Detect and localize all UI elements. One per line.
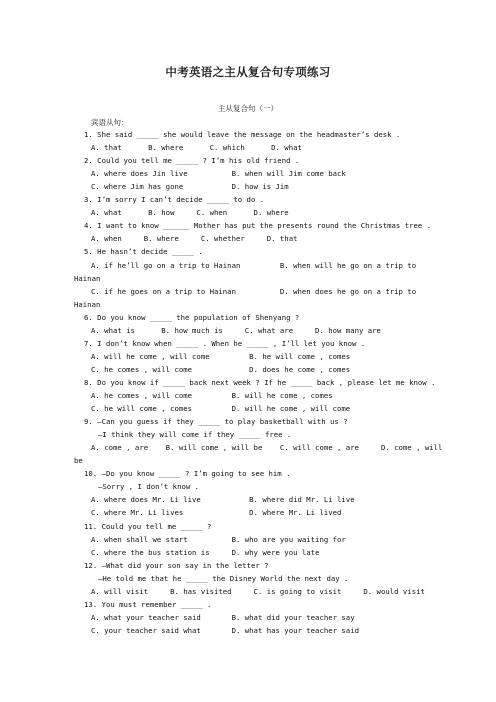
answer-line: A. come , are B. will come , will be C. will come , are D. come , will xyxy=(91,443,443,453)
document-subtitle: 主从复合句（一） xyxy=(218,104,278,113)
answer-line: A. where does Jin live B. when will Jim come back xyxy=(91,169,346,179)
answer-line: A. what B. how C. when D. where xyxy=(91,208,289,218)
answer-line: A. when B. where C. whether D. that xyxy=(91,234,298,244)
answer-line: C. he comes , will come D. does he come , comes xyxy=(91,364,351,374)
question-line: 8. Do you know if _____ back next week ? If he _____ back , please let me know . xyxy=(84,377,436,387)
answer-line: —I think they will come if they _____ free . xyxy=(98,430,292,440)
question-line: 6. Do you know _____ the population of Shenyang ? xyxy=(84,312,300,322)
question-line: 4. I want to know ______ Mother has put the presents round the Christmas tree . xyxy=(84,221,432,231)
section-heading: 宾语从句： xyxy=(91,118,129,127)
answer-line: C. your teacher said what D. what has your teacher said xyxy=(91,625,359,635)
answer-line: C. where Mr. Li lives D. where Mr. Li lived xyxy=(91,508,342,518)
answer-line: A. where does Mr. Li live B. where did Mr. Li live xyxy=(91,495,355,505)
answer-line: A. will visit B. has visited C. is going to visit D. would visit xyxy=(91,586,425,596)
answer-line: A. that B. where C. which D. what xyxy=(91,143,302,153)
question-line: 3. I’m sorry I can’t decide _____ to do . xyxy=(84,195,265,205)
answer-line: C. he will come , comes D. will he come , will come xyxy=(91,404,351,414)
question-line: 13. You must remember _____ . xyxy=(84,599,212,609)
wrapped-line: be xyxy=(74,456,83,466)
answer-line: A. if he’ll go on a trip to Hainan B. when will he go on a trip to xyxy=(91,260,417,270)
answer-line: A. when shall we start B. who are you waiting for xyxy=(91,534,346,544)
question-line: 2. Could you tell me _____ ? I’m his old friend . xyxy=(84,156,300,166)
wrapped-line: Hainan xyxy=(74,299,101,309)
answer-line: C. where Jim has gone D. how is Jim xyxy=(91,182,289,192)
question-line: 9. —Can you guess if they _____ to play basketball with us ? xyxy=(84,417,348,427)
answer-line: C. where the bus station is D. why were you late xyxy=(91,547,320,557)
answer-line: A. what your teacher said B. what did your teacher say xyxy=(91,612,355,622)
answer-line: A. will he come , will come B. he will come , comes xyxy=(91,351,351,361)
question-line: 11. Could you tell me _____ ? xyxy=(84,521,212,531)
question-line: 1. She said _____ she would leave the message on the headmaster’s desk . xyxy=(84,130,401,139)
answer-line: C. if he goes on a trip to Hainan D. when does he go on a trip to xyxy=(91,286,417,296)
answer-line: A. he comes , will come B. will he come , comes xyxy=(91,391,333,400)
answer-line: —He told me that he _____ the Disney World the next day . xyxy=(98,573,349,583)
document-title: 中考英语之主从复合句专项练习 xyxy=(165,65,331,79)
question-line: 5. He hasn’t decide _____ . xyxy=(84,247,203,257)
wrapped-line: Hainan xyxy=(74,273,101,283)
answer-line: A. what is B. how much is C. what are D. how many are xyxy=(91,325,381,335)
answer-line: —Sorry , I don’t know . xyxy=(98,482,200,492)
question-line: 10. —Do you know _____ ? I’m going to see him . xyxy=(84,469,291,479)
question-line: 12. —What did your son say in the letter ? xyxy=(84,560,269,570)
question-line: 7. I don’t know when _____ . When he _____ , I’ll let you know . xyxy=(84,338,366,348)
